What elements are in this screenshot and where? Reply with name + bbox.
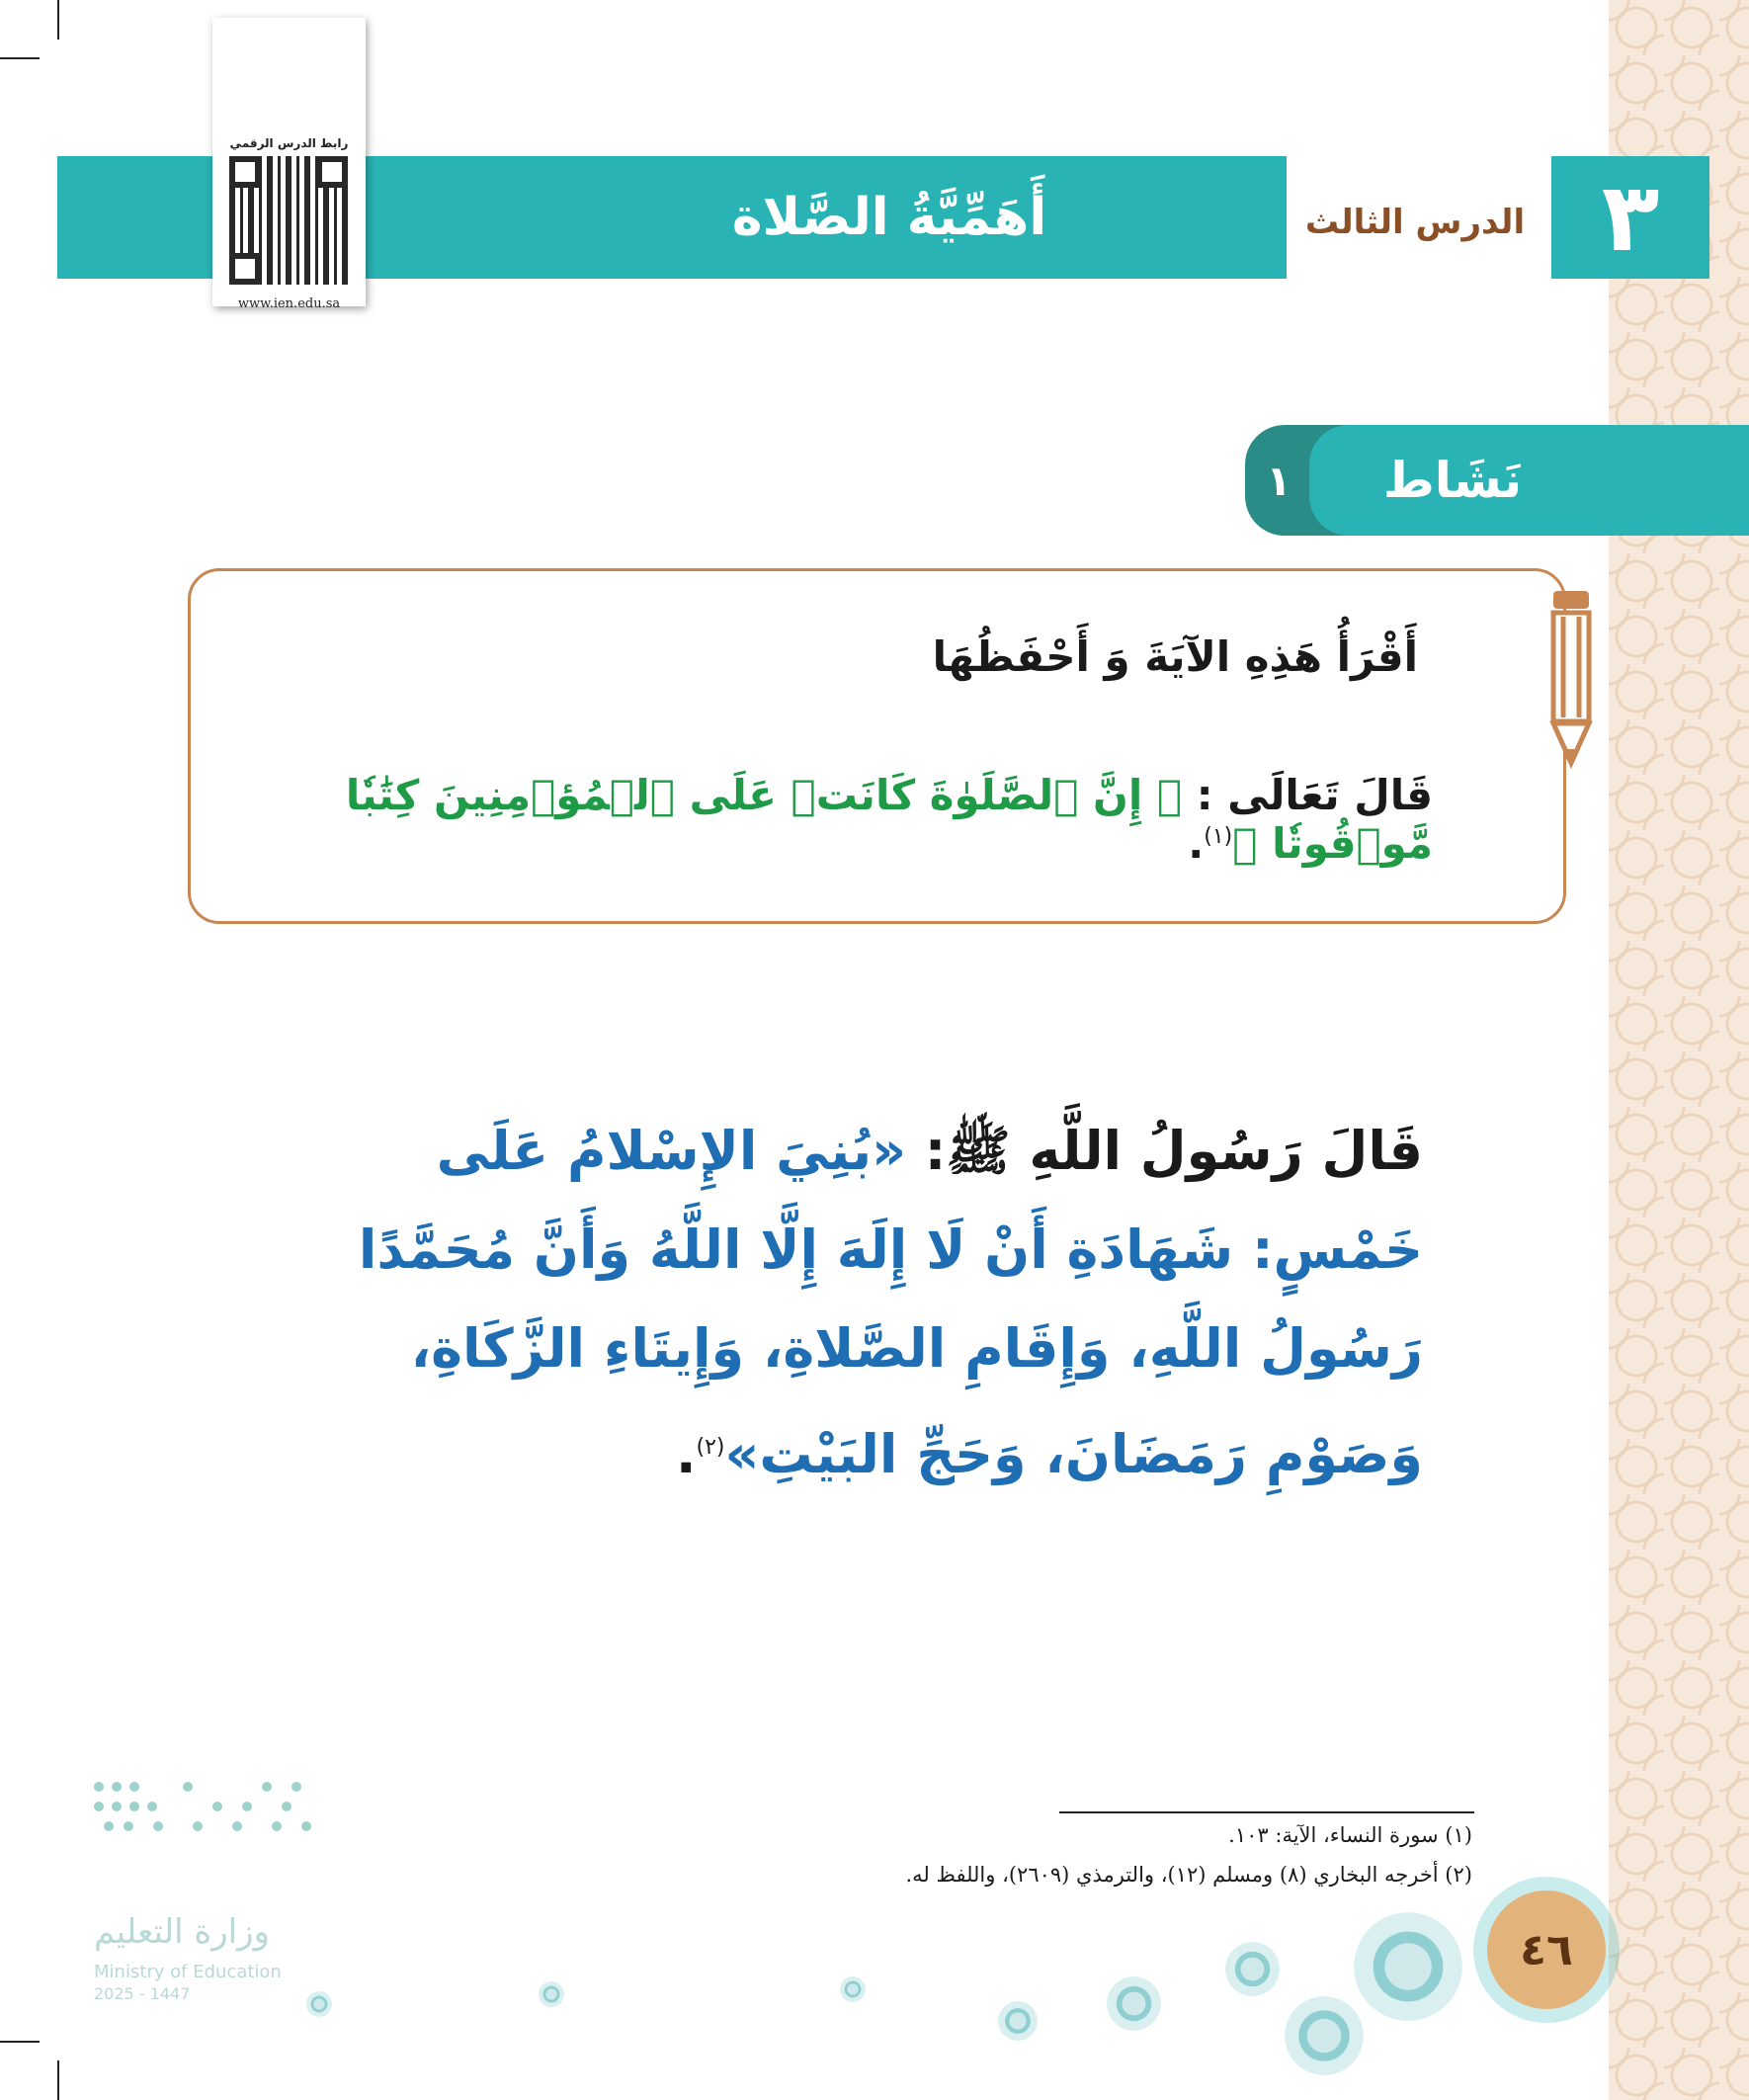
rosette-decoration: [1107, 1976, 1161, 2031]
rosette-decoration: [539, 1981, 564, 2007]
crop-mark: [0, 2041, 40, 2043]
qr-code-icon[interactable]: [229, 156, 348, 285]
activity-instruction: أَقْرَأُ هَذِهِ الآيَةَ وَ أَحْفَظُهَا: [932, 632, 1418, 681]
footnote-1: (١) سورة النساء، الآية: ١٠٣.: [1228, 1823, 1472, 1847]
ministry-name-en: Ministry of Education: [94, 1962, 282, 1982]
rosette-decoration: [998, 2001, 1038, 2041]
rosette-decoration: [1285, 1996, 1364, 2075]
hadith-intro: قَالَ رَسُولُ اللَّهِ ﷺ:: [924, 1120, 1423, 1182]
rosette-decoration: [306, 1991, 332, 2017]
qr-caption: رابط الدرس الرقمي: [229, 136, 349, 150]
page-number: ٤٦: [1487, 1890, 1606, 2009]
rosette-decoration: [1225, 1942, 1280, 1996]
crop-mark: [0, 57, 40, 59]
activity-number: ١: [1266, 456, 1291, 505]
verse-text: إِنَّ ٱلصَّلَوٰةَ كَانَتۡ عَلَى ٱلۡمُؤۡمِنِينَ كِتَٰبٗا مَّوۡقُوتٗا: [345, 771, 1433, 868]
verse-ref: (١): [1204, 824, 1233, 849]
ministry-logo-icon: [94, 1774, 311, 1853]
verse-open-brace: ﴿: [1156, 771, 1183, 819]
verse-line: [296, 771, 1433, 868]
qr-url[interactable]: www.ien.edu.sa: [237, 296, 341, 311]
hadith-end: .: [675, 1423, 697, 1485]
hadith: [306, 1102, 1423, 1504]
rosette-decoration: [1354, 1912, 1462, 2021]
footnote-2: (٢) أخرجه البخاري (٨) ومسلم (١٢)، والترمذي (٢٦٠٩)، واللفظ له.: [905, 1863, 1472, 1887]
crop-mark: [57, 0, 59, 40]
lesson-number: ٣: [1551, 156, 1709, 279]
qr-card[interactable]: [212, 18, 366, 311]
rosette-decoration: [840, 1976, 866, 2002]
verse-intro: قَالَ تَعَالَى :: [1196, 771, 1433, 819]
activity-box: [188, 568, 1566, 924]
activity-label: نَشَاط: [1382, 452, 1523, 509]
ministry-name-ar: وزارة التعليم: [94, 1912, 270, 1952]
footnote-divider: [1059, 1811, 1474, 1813]
ministry-year: 2025 - 1447: [94, 1984, 191, 2003]
hadith-ref: (٢): [696, 1435, 725, 1460]
lesson-label: الدرس الثالث: [1304, 203, 1526, 242]
side-ornament: [1609, 0, 1749, 2100]
lesson-title: أَهَمِّيَّةُ الصَّلاة: [731, 188, 1047, 247]
pencil-icon: [1541, 583, 1601, 771]
verse-end: .: [1188, 819, 1205, 868]
hadith-text: «بُنِيَ الإِسْلامُ عَلَى خَمْسٍ: شَهَادَةِ أَنْ لَا إِلَهَ إِلَّا اللَّهُ وَأَنَّ مُحَمَّدًا رَسُولُ اللَّهِ، وَإِقَامِ الصَّلاةِ، وَإِيتَاءِ الزَّكَاةِ، وَصَوْمِ رَمَضَانَ، وَحَجِّ البَيْتِ»: [358, 1120, 1423, 1485]
verse-close-brace: ﴾: [1232, 819, 1258, 868]
crop-mark: [57, 2060, 59, 2100]
